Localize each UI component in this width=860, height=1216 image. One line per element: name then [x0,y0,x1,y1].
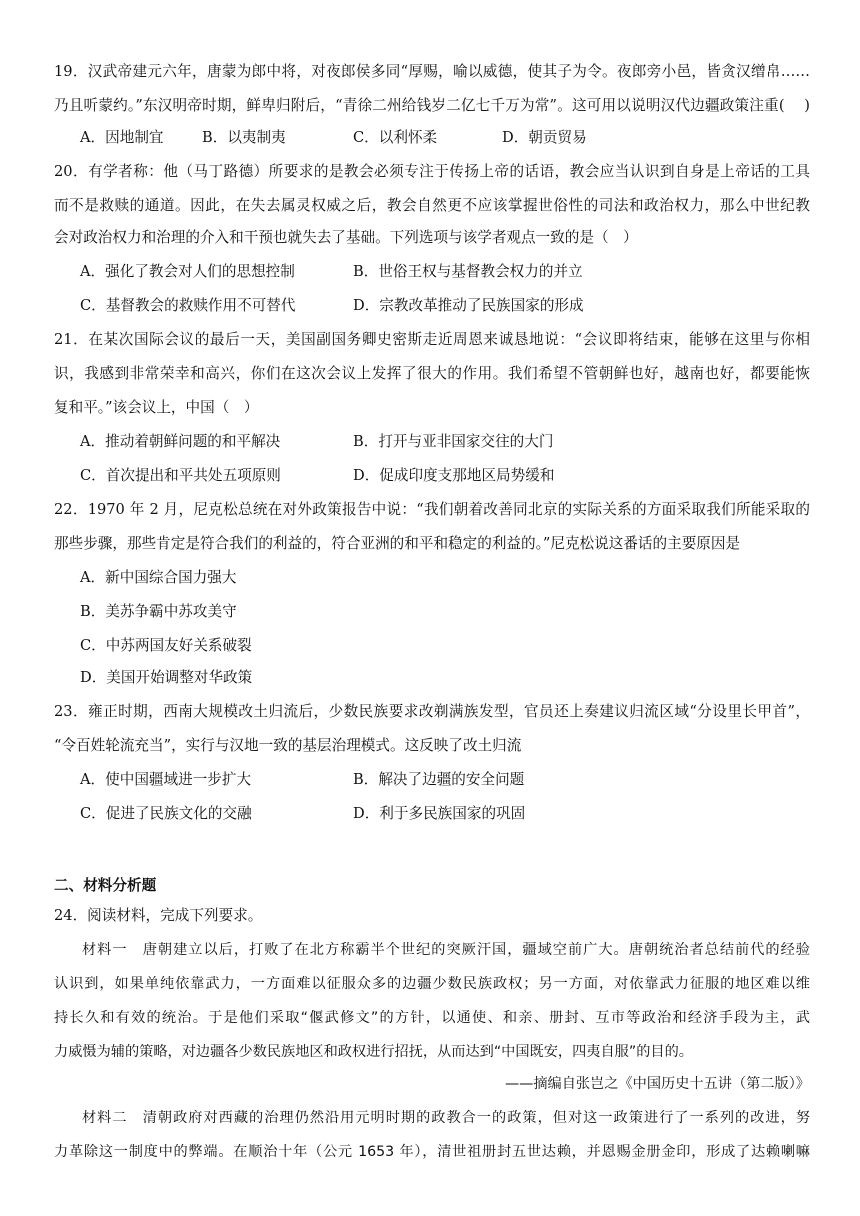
q20-stem-line1: 20．有学者称：他（马丁路德）所要求的是教会必须专注于传扬上帝的话语，教会应当认识到自身是上帝话的工具 [54,163,810,180]
q19-stem-line2: 乃且听蒙约。”东汉明帝时期，鲜卑归附后，“青徐二州给钱岁二亿七千万为常”。这可用以说明汉代边疆政策注重( ) [54,97,810,114]
q19-option-c[interactable]: C．以利怀柔 [353,129,438,146]
material1-line1: 材料一 唐朝建立以后，打败了在北方称霸半个世纪的突厥汗国，疆域空前广大。唐朝统治者总结前代的经验 [82,942,810,958]
q23-option-c[interactable]: C．促进了民族文化的交融 [80,805,252,822]
q20-stem-line3: 会对政治权力和治理的介入和干预也就失去了基础。下列选项与该学者观点一致的是（ ） [54,229,638,246]
q23-stem-line1: 23．雍正时期，西南大规模改土归流后，少数民族要求改剃满族发型，官员还上奏建议归流区域“分设里长甲首”， [54,703,810,720]
material2-line1: 材料二 清朝政府对西藏的治理仍然沿用元明时期的政教合一的政策，但对这一政策进行了一系列的改进，努 [82,1110,810,1126]
q22-stem-line2: 那些步骤，那些肯定是符合我们的利益的，符合亚洲的和平和稳定的利益的。”尼克松说这番话的主要原因是 [54,535,741,552]
material1-line3: 持长久和有效的统治。于是他们采取“偃武修文”的方针，以通使、和亲、册封、互市等政治和经济手段为主，武 [54,1010,810,1026]
q19-option-d[interactable]: D．朝贡贸易 [502,129,587,146]
q23-stem-line2: “令百姓轮流充当”，实行与汉地一致的基层治理模式。这反映了改土归流 [54,737,522,754]
q22-stem-line1: 22．1970 年 2 月，尼克松总统在对外政策报告中说：“我们朝着改善同北京的实际关系的方面采取我们所能采取的 [54,501,810,518]
q23-option-b[interactable]: B．解决了边疆的安全问题 [353,771,525,788]
q20-option-c[interactable]: C．基督教会的救赎作用不可替代 [80,297,296,314]
q21-option-d[interactable]: D．促成印度支那地区局势缓和 [353,467,555,484]
q21-stem-line1: 21．在某次国际会议的最后一天，美国副国务卿史密斯走近周恩来诚恳地说：“会议即将结束，能够在这里与你相 [54,331,810,348]
q20-option-d[interactable]: D．宗教改革推动了民族国家的形成 [353,297,584,314]
q21-stem-line3: 复和平。”该会议上，中国（ ） [54,399,259,416]
q22-option-c[interactable]: C．中苏两国友好关系破裂 [80,637,252,654]
material1-line4: 力威慑为辅的策略，对边疆各少数民族地区和政权进行招抚，从而达到“中国既安，四夷自服”的目的。 [54,1044,693,1060]
q20-option-a[interactable]: A．强化了教会对人们的思想控制 [80,263,295,280]
q21-option-c[interactable]: C．首次提出和平共处五项原则 [80,467,281,484]
q22-option-b[interactable]: B．美苏争霸中苏攻美守 [80,603,237,620]
q21-stem-line2: 识，我感到非常荣幸和高兴，你们在这次会议上发挥了很大的作用。我们希望不管朝鲜也好，越南也好，都要能恢 [54,365,810,382]
q23-option-a[interactable]: A．使中国疆域进一步扩大 [80,771,252,788]
q21-option-b[interactable]: B．打开与亚非国家交往的大门 [353,433,554,450]
q19-option-a[interactable]: A．因地制宜 [80,129,164,146]
q19-stem-line1: 19．汉武帝建元六年，唐蒙为郎中将，对夜郎侯多同“厚赐，喻以威德，使其子为令。夜郎旁小邑，皆贪汉缯帛…… [54,63,810,80]
q24-stem: 24．阅读材料，完成下列要求。 [54,907,263,924]
q23-option-d[interactable]: D．利于多民族国家的巩固 [353,805,526,822]
material1-source: ——摘编自张岂之《中国历史十五讲（第二版）》 [504,1076,810,1092]
q19-option-b[interactable]: B．以夷制夷 [202,129,286,146]
material1-line2: 认识到，如果单纯依靠武力，一方面难以征服众多的边疆少数民族政权；另一方面，对依靠武力征服的地区难以维 [54,976,810,992]
q22-option-a[interactable]: A．新中国综合国力强大 [80,569,237,586]
q22-option-d[interactable]: D．美国开始调整对华政策 [80,669,253,686]
q21-option-a[interactable]: A．推动着朝鲜问题的和平解决 [80,433,281,450]
q20-stem-line2: 而不是救赎的通道。因此，在失去属灵权威之后，教会自然更不应该掌握世俗性的司法和政治权力，那么中世纪教 [54,197,810,214]
section-heading: 二、材料分析题 [54,877,157,894]
q20-option-b[interactable]: B．世俗王权与基督教会权力的并立 [353,263,583,280]
material2-line2: 力革除这一制度中的弊端。在顺治十年（公元 1653 年），清世祖册封五世达赖，并恩赐金册金印，形成了达赖喇嘛 [54,1144,810,1160]
